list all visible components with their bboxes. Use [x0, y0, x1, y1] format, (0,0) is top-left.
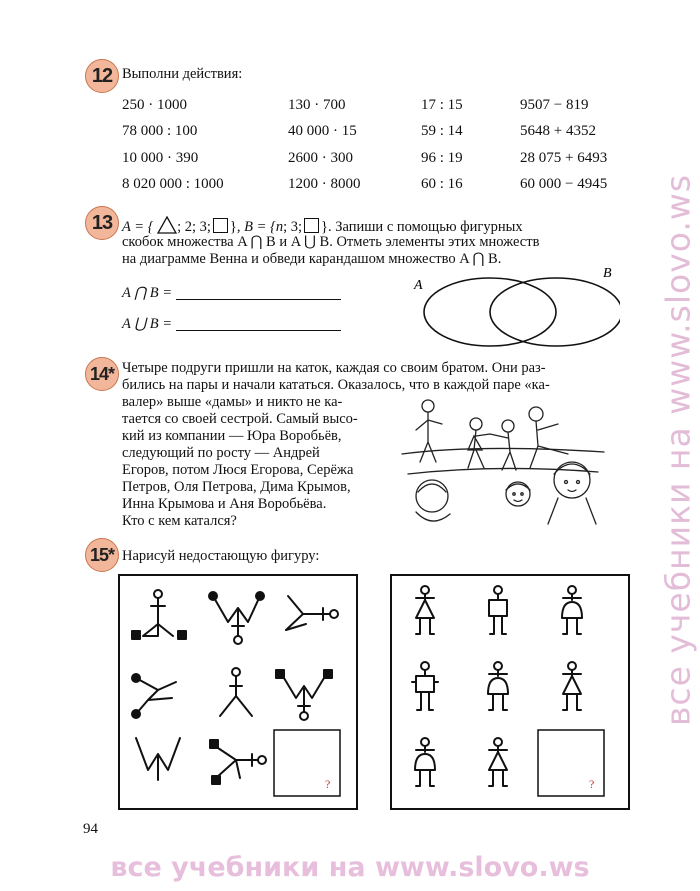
- task-14-line: следующий по росту — Андрей: [122, 445, 320, 461]
- task-14-line: тается со своей сестрой. Самый высо-: [122, 411, 358, 427]
- figure-cell: [416, 586, 434, 634]
- skating-rink-illustration: [398, 394, 608, 534]
- task-14-badge: 14*: [85, 357, 119, 391]
- task-15-badge: 15*: [85, 538, 119, 572]
- set-b-prefix: B = {: [244, 219, 276, 235]
- square-icon: [213, 218, 228, 233]
- union-answer-row: [122, 316, 341, 333]
- figure-cell: [489, 738, 507, 786]
- intersection-answer-row: [122, 285, 341, 302]
- figure-cell: [286, 596, 338, 630]
- task-14-line-2: бились на пары и начали кататься. Оказалось, что в каждой паре «ка-: [122, 377, 550, 393]
- intersection-answer-line[interactable]: [176, 299, 341, 300]
- set-b-n: n: [275, 219, 284, 235]
- page-number: 94: [83, 821, 98, 837]
- figure-cell: [210, 740, 266, 784]
- venn-label-b: B: [603, 266, 612, 281]
- set-b-end: }.: [321, 219, 332, 235]
- expression: 10 000 · 390: [122, 150, 199, 166]
- task-13-badge: 13: [85, 206, 119, 240]
- expression: 17 : 15: [421, 97, 463, 113]
- figure-cell: [276, 670, 332, 720]
- expression: 60 000 − 4945: [520, 176, 608, 192]
- expression: 8 020 000 : 1000: [122, 176, 224, 192]
- expression: 78 000 : 100: [122, 123, 198, 139]
- task-15-instruction: Нарисуй недостающую фигуру:: [122, 548, 320, 564]
- figure-cell: [209, 592, 264, 644]
- task-13-line-1-rest: Запиши с помощью фигурных: [331, 219, 523, 235]
- right-figure-puzzle: [390, 574, 630, 810]
- missing-mark-right: ?: [589, 777, 595, 791]
- set-b-mid: ; 3;: [283, 219, 303, 235]
- task-14-line: валер» выше «дамы» и никто не ка-: [122, 394, 343, 410]
- task-13-line-2: скобок множества A ⋂ B и A ⋃ B. Отметь элементы этих множеств: [122, 234, 540, 250]
- figure-cell: [562, 586, 582, 634]
- task-13-line-1: [122, 216, 523, 236]
- left-figure-puzzle: [118, 574, 358, 810]
- figure-cell: [563, 662, 581, 710]
- side-watermark: [660, 150, 696, 750]
- expression: 250 · 1000: [122, 97, 187, 113]
- union-answer-line[interactable]: [176, 330, 341, 331]
- task-14-line: Кто с кем катался?: [122, 513, 237, 529]
- figure-cell: [220, 668, 252, 716]
- expression: 2600 · 300: [288, 150, 353, 166]
- task-14-line: Инна Крымова и Аня Воробьёва.: [122, 496, 327, 512]
- set-b-ellipse: [490, 278, 620, 346]
- bottom-watermark: все учебники на www.slovo.ws: [110, 852, 590, 883]
- expression: 96 : 19: [421, 150, 463, 166]
- venn-label-a: A: [414, 278, 423, 293]
- expression: 5648 + 4352: [520, 123, 596, 139]
- expression: 40 000 · 15: [288, 123, 357, 139]
- task-14-line-1: Четыре подруги пришли на каток, каждая со своим братом. Они раз-: [122, 360, 546, 376]
- side-watermark-text: все учебники на www.slovo.ws: [658, 173, 698, 727]
- figure-cell: [412, 662, 438, 710]
- expression: 28 075 + 6493: [520, 150, 608, 166]
- venn-diagram: [410, 262, 620, 352]
- square-icon: [304, 218, 319, 233]
- figure-cell: [136, 738, 180, 780]
- union-label: A ⋃ B =: [122, 316, 173, 332]
- task-14-line: Егоров, потом Люся Егорова, Серёжа: [122, 462, 354, 478]
- task-13-line-3: на диаграмме Венна и обведи карандашом множество A ⋂ B.: [122, 251, 502, 267]
- set-a-mid: ; 2; 3;: [177, 219, 211, 235]
- expression: 60 : 16: [421, 176, 463, 192]
- figure-cell: [132, 674, 176, 718]
- task-14-text-left: [122, 394, 358, 530]
- missing-mark-left: ?: [325, 777, 331, 791]
- figure-cell: [415, 738, 435, 786]
- set-a-end: },: [229, 219, 241, 235]
- task-12-badge: 12: [85, 59, 119, 93]
- intersection-label: A ⋂ B =: [122, 285, 173, 301]
- triangle-icon: [157, 216, 177, 234]
- figure-cell: [132, 590, 186, 639]
- figure-cell: [488, 662, 508, 710]
- task-12-instruction: Выполни действия:: [122, 66, 243, 82]
- set-a-prefix: A = {: [122, 219, 154, 235]
- task-14-line: Петров, Оля Петрова, Дима Крымов,: [122, 479, 351, 495]
- expression: 59 : 14: [421, 123, 463, 139]
- expression: 1200 · 8000: [288, 176, 361, 192]
- expression: 9507 − 819: [520, 97, 589, 113]
- task-14-line: кий из компании — Юра Воробьёв,: [122, 428, 342, 444]
- expression: 130 · 700: [288, 97, 346, 113]
- figure-cell: [489, 586, 507, 634]
